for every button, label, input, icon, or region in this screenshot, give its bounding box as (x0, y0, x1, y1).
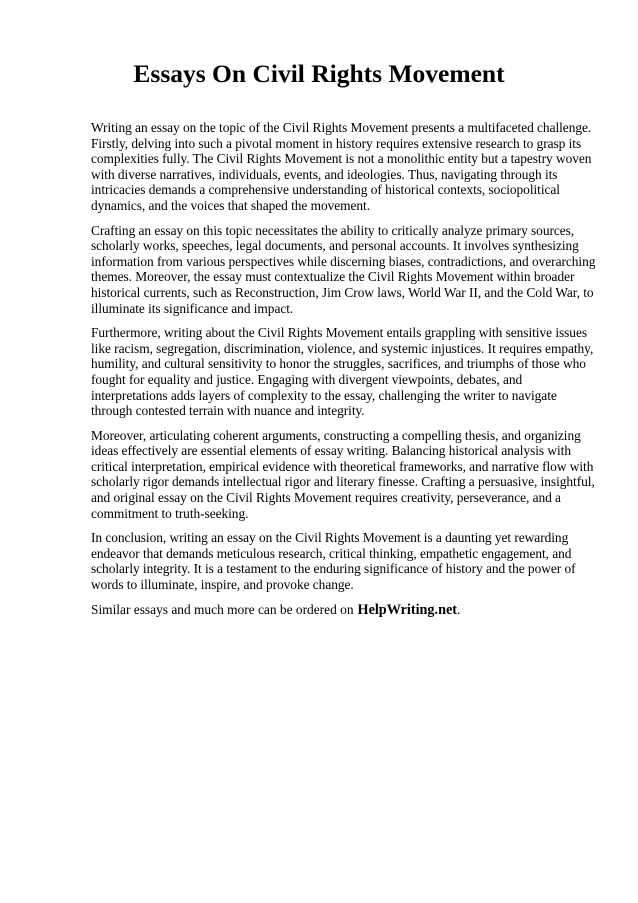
closing-text: Similar essays and much more can be ordered on (91, 601, 354, 617)
paragraph-3: Furthermore, writing about the Civil Rights Movement entails grappling with sensitive issues like racism, segregation, discrimination, violence, and systemic injustices. It requires empathy, humility, and cultural sensitivity to honor the struggles, sacrifices, and triumphs of those who fought for equality and justice. Engaging with divergent viewpoints, debates, and interpretations adds layers of complexity to the essay, challenging the writer to navigate through contested terrain with nuance and integrity. (91, 325, 594, 419)
paragraph-5: In conclusion, writing an essay on the Civil Rights Movement is a daunting yet rewarding endeavor that demands meticulous research, critical thinking, empathetic engagement, and scholarly integrity. It is a testament to the enduring significance of history and the power of words to illuminate, inspire, and provoke change. (91, 530, 576, 593)
helpwriting-link[interactable]: HelpWriting.net (357, 601, 457, 618)
closing-line (91, 602, 601, 619)
essay-body (91, 120, 601, 618)
paragraph-4: Moreover, articulating coherent arguments, constructing a compelling thesis, and organizing ideas effectively are essential elements of essay writing. Balancing historical analysis with critical interpretation, empirical evidence with theoretical frameworks, and narrative flow with scholarly rigor demands intellectual rigor and literary finesse. Crafting a persuasive, insightful, and original essay on the Civil Rights Movement requires creativity, perseverance, and a commitment to truth-seeking. (91, 427, 595, 521)
closing-period: . (456, 601, 461, 617)
page-title: Essays On Civil Rights Movement (133, 59, 505, 88)
paragraph-1: Writing an essay on the topic of the Civil Rights Movement presents a multifaceted challenge. Firstly, delving into such a pivotal moment in history requires extensive research to grasp its complexities fully. The Civil Rights Movement is not a monolithic entity but a tapestry woven with diverse narratives, individuals, events, and ideologies. Thus, navigating through its intricacies demands a comprehensive understanding of historical contexts, sociopolitical dynamics, and the voices that shaped the movement. (91, 120, 592, 213)
paragraph-2: Crafting an essay on this topic necessitates the ability to critically analyze primary sources, scholarly works, speeches, legal documents, and personal accounts. It involves synthesizing information from various perspectives while discerning biases, contradictions, and overarching themes. Moreover, the essay must contextualize the Civil Rights Movement within broader historical currents, such as Reconstruction, Jim Crow laws, World War II, and the Cold War, to illuminate its significance and impact. (91, 222, 596, 316)
